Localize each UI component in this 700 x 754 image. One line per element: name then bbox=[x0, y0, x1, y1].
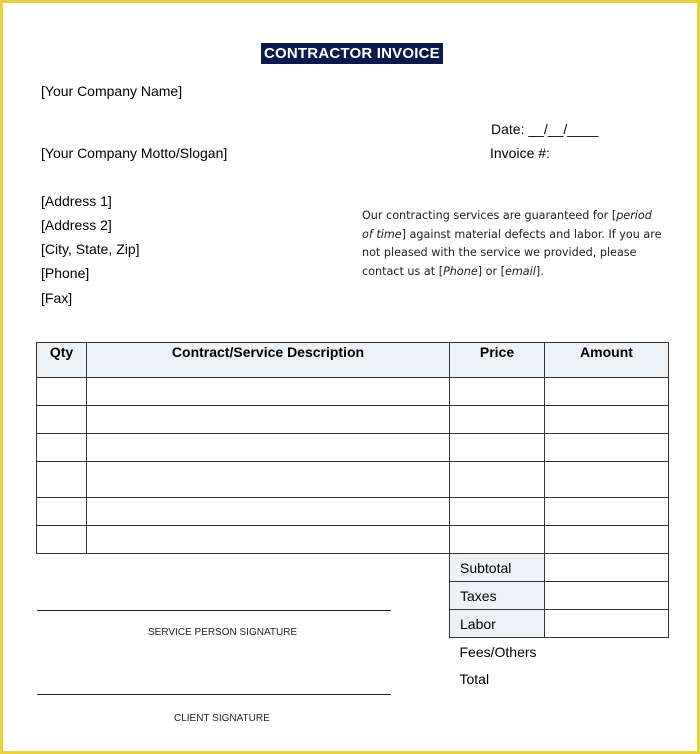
cell-qty[interactable] bbox=[37, 378, 87, 406]
totals-row-total bbox=[450, 665, 669, 692]
cell-price[interactable] bbox=[450, 462, 545, 498]
cell-description[interactable] bbox=[87, 526, 450, 554]
table-row bbox=[37, 434, 669, 462]
header-description: Contract/Service Description bbox=[87, 343, 450, 378]
subtotal-value[interactable] bbox=[545, 554, 669, 582]
header-price: Price bbox=[450, 343, 545, 378]
address-fax: [Fax] bbox=[41, 290, 73, 306]
cell-amount[interactable] bbox=[545, 378, 669, 406]
total-label: Total bbox=[459, 670, 490, 687]
cell-price[interactable] bbox=[450, 526, 545, 554]
cell-price[interactable] bbox=[450, 498, 545, 526]
cell-qty[interactable] bbox=[37, 434, 87, 462]
invoice-title: CONTRACTOR INVOICE bbox=[261, 43, 443, 64]
table-row bbox=[37, 526, 669, 554]
date-value: __/__/____ bbox=[528, 121, 599, 137]
totals-table bbox=[449, 553, 669, 692]
table-row bbox=[37, 498, 669, 526]
taxes-value[interactable] bbox=[545, 582, 669, 610]
totals-row-taxes bbox=[450, 582, 669, 610]
company-motto: [Your Company Motto/Slogan] bbox=[41, 145, 228, 161]
client-signature-label: CLIENT SIGNATURE bbox=[174, 713, 270, 724]
date-field bbox=[491, 121, 598, 137]
cell-amount[interactable] bbox=[545, 498, 669, 526]
cell-amount[interactable] bbox=[545, 462, 669, 498]
cell-price[interactable] bbox=[450, 378, 545, 406]
totals-row-subtotal bbox=[450, 554, 669, 582]
table-row bbox=[37, 406, 669, 434]
subtotal-label: Subtotal bbox=[450, 554, 545, 582]
header-amount: Amount bbox=[545, 343, 669, 378]
service-signature-line[interactable] bbox=[37, 610, 391, 611]
cell-description[interactable] bbox=[87, 498, 450, 526]
fees-value[interactable] bbox=[545, 638, 669, 666]
service-signature-label: SERVICE PERSON SIGNATURE bbox=[148, 627, 298, 638]
taxes-label: Taxes bbox=[450, 582, 545, 610]
cell-price[interactable] bbox=[450, 434, 545, 462]
labor-value[interactable] bbox=[545, 610, 669, 638]
cell-amount[interactable] bbox=[545, 406, 669, 434]
company-name: [Your Company Name] bbox=[41, 83, 183, 99]
address-phone: [Phone] bbox=[41, 265, 90, 281]
cell-price[interactable] bbox=[450, 406, 545, 434]
cell-amount[interactable] bbox=[545, 526, 669, 554]
date-label: Date: bbox=[491, 121, 525, 137]
total-value[interactable] bbox=[545, 665, 669, 692]
header-qty: Qty bbox=[37, 343, 87, 378]
cell-amount[interactable] bbox=[545, 434, 669, 462]
table-row bbox=[37, 378, 669, 406]
totals-row-fees bbox=[450, 638, 669, 666]
address-line-2: [Address 2] bbox=[41, 217, 112, 233]
fees-label: Fees/Others bbox=[459, 643, 537, 660]
cell-description[interactable] bbox=[87, 462, 450, 498]
cell-description[interactable] bbox=[87, 434, 450, 462]
service-table bbox=[36, 342, 669, 554]
table-row bbox=[37, 462, 669, 498]
totals-row-labor bbox=[450, 610, 669, 638]
cell-qty[interactable] bbox=[37, 462, 87, 498]
table-header-row bbox=[37, 343, 669, 378]
cell-qty[interactable] bbox=[37, 498, 87, 526]
client-signature-line[interactable] bbox=[37, 694, 391, 695]
cell-qty[interactable] bbox=[37, 526, 87, 554]
labor-label: Labor bbox=[450, 610, 545, 638]
cell-description[interactable] bbox=[87, 378, 450, 406]
cell-description[interactable] bbox=[87, 406, 450, 434]
invoice-number-label: Invoice #: bbox=[490, 145, 550, 161]
address-city-state-zip: [City, State, Zip] bbox=[41, 241, 140, 257]
address-line-1: [Address 1] bbox=[41, 193, 112, 209]
cell-qty[interactable] bbox=[37, 406, 87, 434]
guarantee-text: Our contracting services are guaranteed for [period of time] against material defects and labor. If you are not pleased with the service we provided, please contact us at [Phone] or [email]. bbox=[362, 209, 662, 278]
